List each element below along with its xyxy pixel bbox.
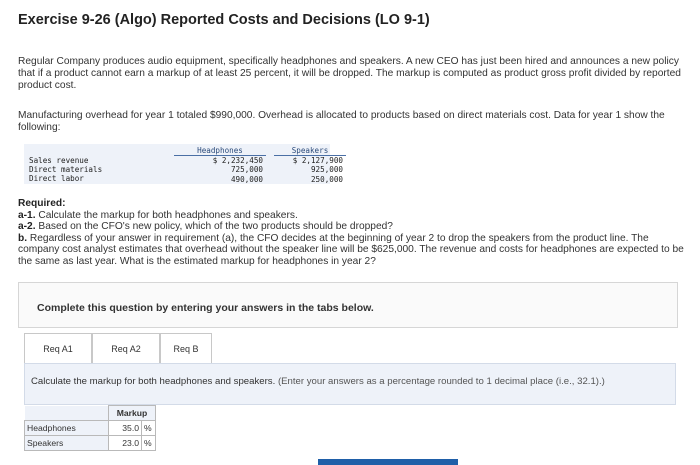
requirement-tabs: [24, 333, 700, 363]
row-label-labor: Direct labor: [29, 174, 84, 184]
headphones-markup-input[interactable]: [111, 423, 139, 433]
instruction-text: Complete this question by entering your answers in the tabs below.: [37, 302, 374, 314]
speakers-markup-input[interactable]: [111, 438, 139, 448]
intro-paragraph: Regular Company produces audio equipment, specifically headphones and speakers. A new CEO has just been hired and announces a new policy that if a product cannot earn a markup of at least 25 percent, it will be dropped. The markup is computed as product gross profit divided by reported product cost.: [18, 56, 681, 91]
speakers-sales: $ 2,127,900: [292, 156, 343, 166]
required-section: [18, 198, 688, 268]
req-a2-text: Based on the CFO's new policy, which of the two products should be dropped?: [35, 221, 393, 233]
exercise-title: Exercise 9-26 (Algo) Reported Costs and Decisions (LO 9-1): [18, 12, 430, 28]
speakers-materials: 925,000: [310, 165, 343, 175]
req-a1-tag: a-1.: [18, 209, 36, 221]
percent-unit: %: [142, 436, 156, 451]
row-labels: [29, 156, 102, 184]
headphones-materials: 725,000: [230, 165, 263, 175]
req-b-text: Regardless of your answer in requirement (a), the CFO decides at the beginning of year 2 to drop the speakers from the product line. The company cost analyst estimates that overhead without the speaker line will be $625,000. The revenue and costs for headphones are expected to be the same as last year. What is the estimated markup for headphones in year 2?: [18, 232, 684, 267]
headphones-sales: $ 2,232,450: [212, 156, 263, 166]
percent-unit: %: [142, 421, 156, 436]
markup-answer-table: [24, 405, 156, 451]
tab-req-a1[interactable]: Req A1: [24, 333, 92, 363]
req-b-tag: b.: [18, 232, 28, 244]
required-heading: Required:: [18, 198, 66, 209]
question-hint: (Enter your answers as a percentage rounded to 1 decimal place (i.e., 32.1).): [277, 376, 605, 387]
speakers-column: [266, 146, 346, 184]
headphones-header: Headphones: [174, 146, 266, 156]
product-data-table: [24, 144, 343, 184]
headphones-markup-cell[interactable]: [109, 421, 142, 436]
row-label-sales: Sales revenue: [29, 156, 89, 165]
answer-header-blank: [25, 406, 109, 421]
headphones-label: Headphones: [25, 421, 109, 436]
question-panel: [24, 363, 676, 405]
overhead-paragraph: Manufacturing overhead for year 1 totaled $990,000. Overhead is allocated to products based on direct materials cost. Data for year 1 show the following:: [18, 110, 665, 133]
instruction-box: [18, 282, 678, 328]
tab-req-a2[interactable]: Req A2: [92, 333, 160, 363]
speakers-markup-cell[interactable]: [109, 436, 142, 451]
navigation-button[interactable]: [318, 459, 458, 465]
headphones-labor: 490,000: [230, 174, 263, 184]
markup-header: Markup: [109, 406, 156, 421]
tab-req-b[interactable]: Req B: [160, 333, 212, 363]
headphones-column: [174, 146, 266, 184]
req-a1-text: Calculate the markup for both headphones and speakers.: [35, 209, 298, 221]
question-main: Calculate the markup for both headphones and speakers.: [31, 376, 278, 387]
row-label-materials: Direct materials: [29, 165, 103, 175]
question-text: [31, 376, 611, 387]
speakers-labor: 250,000: [310, 174, 343, 184]
speakers-label: Speakers: [25, 436, 109, 451]
speakers-header: Speakers: [274, 146, 346, 156]
table-row: [25, 421, 156, 436]
req-a2-tag: a-2.: [18, 221, 36, 233]
table-row: [25, 436, 156, 451]
